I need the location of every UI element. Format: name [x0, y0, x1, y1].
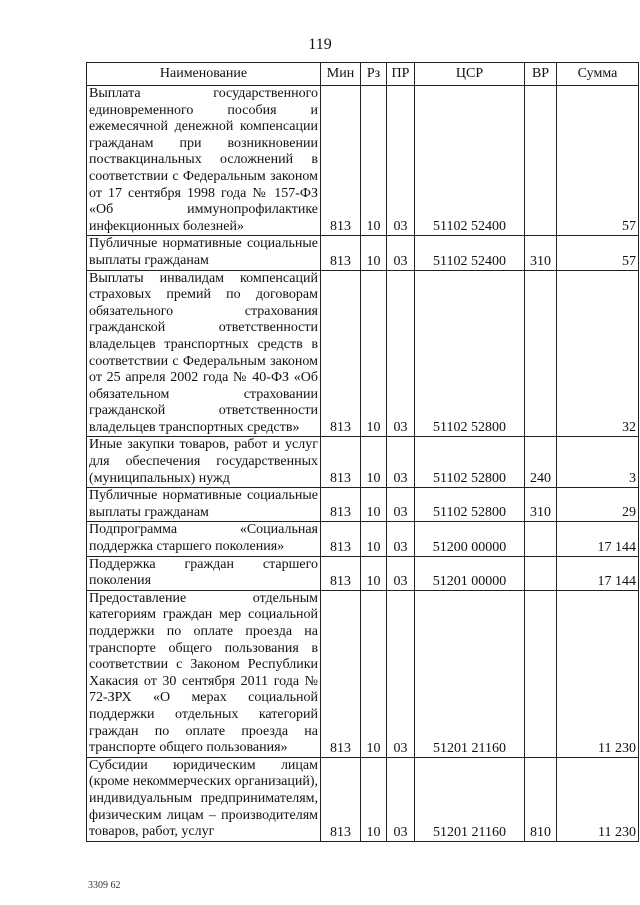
header-vr: ВР: [525, 63, 557, 86]
row-vr: [525, 86, 557, 236]
table-row: [87, 86, 639, 236]
table-row: [87, 488, 639, 522]
table-header-row: [87, 63, 639, 86]
row-min: 813: [321, 757, 361, 841]
table-row: [87, 556, 639, 590]
footer-code: 3309 62: [88, 880, 121, 891]
table-row: [87, 270, 639, 437]
row-vr: 240: [525, 437, 557, 488]
row-sum: 11 230: [557, 590, 639, 757]
row-vr: 310: [525, 236, 557, 270]
row-sum: 17 144: [557, 522, 639, 556]
page-number: 119: [308, 36, 332, 53]
row-pr: 03: [387, 522, 415, 556]
table-row: [87, 590, 639, 757]
row-rz: 10: [361, 590, 387, 757]
row-sum: 11 230: [557, 757, 639, 841]
row-min: 813: [321, 522, 361, 556]
row-name: Выплата государственного единовременного пособия и ежемесячной денежной компенсации гражданам при возникновении поствакцинальных осложнений в соответствии с Федеральным законом от 17 сентября 1998 года № 157-ФЗ «Об иммунопрофилактике инфекционных болезней»: [87, 86, 321, 236]
row-csr: 51201 21160: [415, 757, 525, 841]
row-sum: 29: [557, 488, 639, 522]
row-vr: 310: [525, 488, 557, 522]
row-rz: 10: [361, 522, 387, 556]
row-pr: 03: [387, 437, 415, 488]
row-rz: 10: [361, 757, 387, 841]
header-csr: ЦСР: [415, 63, 525, 86]
row-min: 813: [321, 590, 361, 757]
row-rz: 10: [361, 437, 387, 488]
row-name: Выплаты инвалидам компенсаций страховых премий по договорам обязательного страхования гражданской ответственности владельцев транспортных средств в соответствии с Федеральным законом от 25 апреля 2002 года № 40-ФЗ «Об обязательном страховании гражданской ответственности владельцев транспортных средств»: [87, 270, 321, 437]
row-rz: 10: [361, 236, 387, 270]
row-min: 813: [321, 488, 361, 522]
row-csr: 51201 21160: [415, 590, 525, 757]
header-name: Наименование: [87, 63, 321, 86]
row-csr: 51102 52800: [415, 270, 525, 437]
row-csr: 51200 00000: [415, 522, 525, 556]
row-name: Поддержка граждан старшего поколения: [87, 556, 321, 590]
row-sum: 57: [557, 86, 639, 236]
row-rz: 10: [361, 556, 387, 590]
table-row: [87, 757, 639, 841]
row-name: Подпрограмма «Социальная поддержка старшего поколения»: [87, 522, 321, 556]
row-csr: 51201 00000: [415, 556, 525, 590]
row-rz: 10: [361, 270, 387, 437]
row-name: Иные закупки товаров, работ и услуг для обеспечения государственных (муниципальных) нужд: [87, 437, 321, 488]
row-name: Публичные нормативные социальные выплаты гражданам: [87, 236, 321, 270]
row-sum: 32: [557, 270, 639, 437]
row-csr: 51102 52800: [415, 437, 525, 488]
row-min: 813: [321, 86, 361, 236]
row-vr: [525, 556, 557, 590]
row-pr: 03: [387, 757, 415, 841]
header-sum: Сумма: [557, 63, 639, 86]
row-sum: 57: [557, 236, 639, 270]
row-min: 813: [321, 556, 361, 590]
table-row: [87, 236, 639, 270]
row-vr: [525, 270, 557, 437]
row-pr: 03: [387, 590, 415, 757]
row-vr: [525, 590, 557, 757]
row-min: 813: [321, 236, 361, 270]
budget-table: [86, 62, 639, 842]
row-rz: 10: [361, 86, 387, 236]
row-pr: 03: [387, 270, 415, 437]
row-pr: 03: [387, 86, 415, 236]
row-pr: 03: [387, 488, 415, 522]
row-vr: 810: [525, 757, 557, 841]
row-csr: 51102 52800: [415, 488, 525, 522]
row-name: Субсидии юридическим лицам (кроме некоммерческих организаций), индивидуальным предпринимателям, физическим лицам – производителям товаров, работ, услуг: [87, 757, 321, 841]
row-name: Публичные нормативные социальные выплаты гражданам: [87, 488, 321, 522]
row-name: Предоставление отдельным категориям граждан мер социальной поддержки по оплате проезда на транспорте общего пользования в соответствии с Законом Республики Хакасия от 30 сентября 2011 года № 72-ЗРХ «О мерах социальной поддержки отдельных категорий граждан по оплате проезда на транспорте общего пользования»: [87, 590, 321, 757]
row-sum: 17 144: [557, 556, 639, 590]
row-csr: 51102 52400: [415, 236, 525, 270]
row-min: 813: [321, 437, 361, 488]
header-rz: Рз: [361, 63, 387, 86]
row-vr: [525, 522, 557, 556]
row-csr: 51102 52400: [415, 86, 525, 236]
header-pr: ПР: [387, 63, 415, 86]
row-sum: 3: [557, 437, 639, 488]
row-rz: 10: [361, 488, 387, 522]
row-pr: 03: [387, 556, 415, 590]
header-min: Мин: [321, 63, 361, 86]
row-min: 813: [321, 270, 361, 437]
row-pr: 03: [387, 236, 415, 270]
table-row: [87, 522, 639, 556]
table-row: [87, 437, 639, 488]
